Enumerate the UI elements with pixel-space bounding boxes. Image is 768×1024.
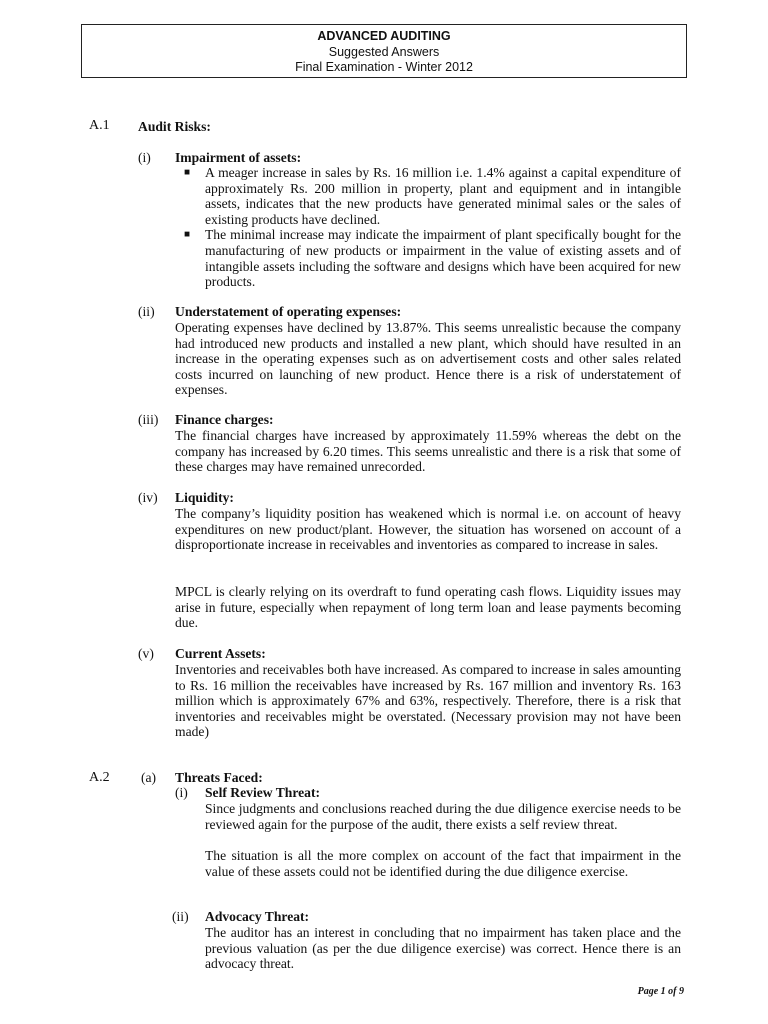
item-number-v: (v) <box>138 646 154 661</box>
understatement-paragraph: Operating expenses have declined by 13.87%. This seems unrealistic because the company had introduced new products and installed a new plant, which should have resulted in an increase in the operating expenses such as on advertisement costs and other sales related costs incurred on launching of new product. Hence there is a risk of understatement of expenses. <box>175 320 681 398</box>
liquidity-paragraph-2: MPCL is clearly relying on its overdraft to fund operating cash flows. Liquidity issues may arise in future, especially when repayment of long term loan and lease payments becoming due. <box>175 584 681 631</box>
question-number-a1: A.1 <box>89 118 110 133</box>
item-title-current-assets: Current Assets: <box>175 646 266 661</box>
item-number-ii: (ii) <box>138 304 155 319</box>
item-number-i: (i) <box>138 150 151 165</box>
liquidity-paragraph-1: The company’s liquidity position has weakened which is normal i.e. on account of heavy expenditures on new product/plant. However, the situation has worsened on account of a disproportionate increase in receivables and inventories as compared to increase in sales. <box>175 506 681 553</box>
document-subtitle: Suggested Answers <box>328 44 440 59</box>
threat-number-i: (i) <box>175 785 188 800</box>
impairment-bullet-list <box>178 165 681 290</box>
document-header <box>81 24 687 78</box>
finance-charges-paragraph: The financial charges have increased by approximately 11.59% whereas the debt on the company has increased by 6.20 times. This seems unrealistic and there is a risk that some of these charges may have remained unrecorded. <box>175 428 681 475</box>
self-review-paragraph-1: Since judgments and conclusions reached during the due diligence exercise needs to be reviewed again for the purpose of the audit, there exists a self review threat. <box>205 801 681 832</box>
page-number: Page 1 of 9 <box>637 986 684 997</box>
document-title: ADVANCED AUDITING <box>317 29 451 43</box>
part-label-a: (a) <box>141 770 157 785</box>
current-assets-paragraph: Inventories and receivables both have increased. As compared to increase in sales amounting to Rs. 16 million the receivables have increased by Rs. 167 million and inventory Rs. 163 million which is approximately 67% and 63%, respectively. Therefore, there is a risk that inventories and receivables might be overstated. (Necessary provision may not have been made) <box>175 662 681 740</box>
item-title-liquidity: Liquidity: <box>175 490 234 505</box>
item-title-understatement: Understatement of operating expenses: <box>175 304 402 319</box>
list-item: ■ The minimal increase may indicate the impairment of plant specifically bought for the manufacturing of new products or impairment in the value of existing assets and of intangible assets including the software and designs which have been acquired for new products. <box>184 227 681 290</box>
item-number-iii: (iii) <box>138 412 159 427</box>
threat-title-advocacy: Advocacy Threat: <box>205 909 310 924</box>
question-number-a2: A.2 <box>89 770 110 785</box>
item-title-finance-charges: Finance charges: <box>175 412 274 427</box>
section-heading-audit-risks: Audit Risks: <box>138 119 211 134</box>
threat-number-ii: (ii) <box>172 909 189 924</box>
section-heading-threats: Threats Faced: <box>175 770 263 785</box>
list-item: ■ A meager increase in sales by Rs. 16 million i.e. 1.4% against a capital expenditure of approximately Rs. 200 million in property, plant and equipment and in intangible assets, indicates that the new products have generated minimal sales or the sales of existing products have declined. <box>184 165 681 227</box>
self-review-paragraph-2: The situation is all the more complex on account of the fact that impairment in the value of these assets could not be identified during the due diligence exercise. <box>205 848 681 879</box>
exam-session: Final Examination - Winter 2012 <box>295 60 473 74</box>
item-title-impairment: Impairment of assets: <box>175 150 302 165</box>
advocacy-paragraph: The auditor has an interest in concluding that no impairment has taken place and the previous valuation (as per the due diligence exercise) was correct. Hence there is an advocacy threat. <box>205 925 681 972</box>
square-bullet-icon: ■ <box>184 167 191 178</box>
threat-title-self-review: Self Review Threat: <box>205 785 321 800</box>
item-number-iv: (iv) <box>138 490 158 505</box>
square-bullet-icon: ■ <box>184 229 191 241</box>
